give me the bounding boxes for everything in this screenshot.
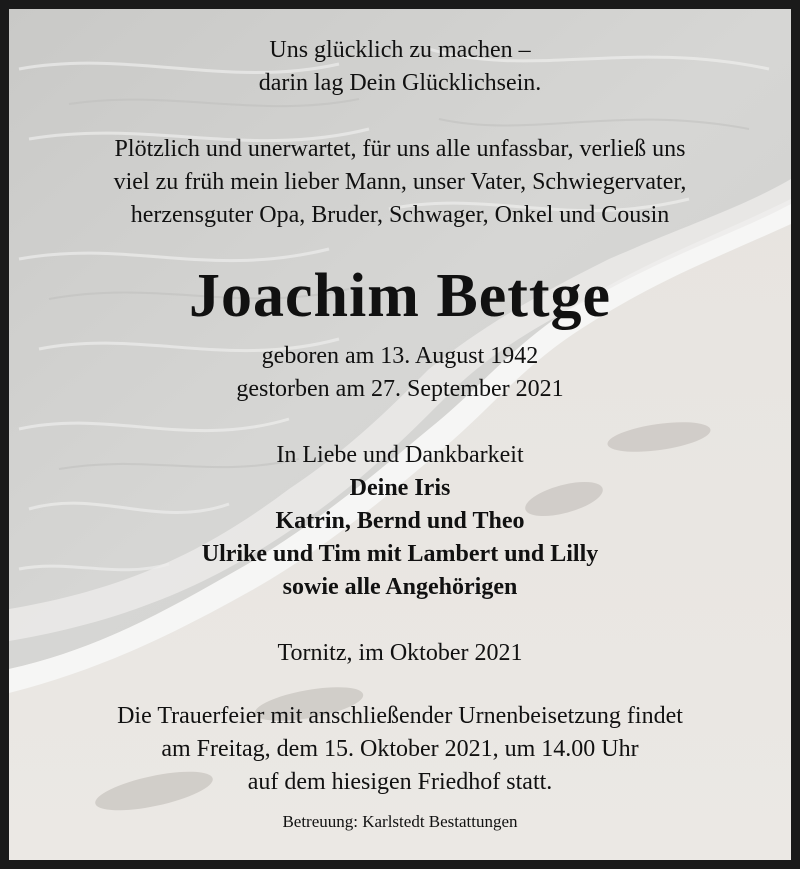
- mourners-intro: In Liebe und Dankbarkeit: [276, 442, 524, 468]
- death-date: gestorben am 27. September 2021: [236, 376, 564, 402]
- verse-line-2: darin lag Dein Glücklichsein.: [258, 70, 542, 96]
- place-and-date: Tornitz, im Oktober 2021: [277, 640, 523, 666]
- funeral-line-1: Die Trauerfeier mit anschließender Urnenbeisetzung findet: [117, 703, 683, 729]
- verse-line-1: Uns glücklich zu machen –: [269, 37, 531, 63]
- mourner-line-1: Deine Iris: [349, 475, 451, 501]
- birth-date: geboren am 13. August 1942: [261, 343, 539, 369]
- intro-line-1: Plötzlich und unerwartet, für uns alle unfassbar, verließ uns: [114, 136, 686, 162]
- deceased-name: Joachim Bettge: [188, 262, 612, 330]
- intro-line-3: herzensguter Opa, Bruder, Schwager, Onkel und Cousin: [130, 202, 670, 228]
- funeral-line-2: am Freitag, dem 15. Oktober 2021, um 14.00 Uhr: [161, 736, 639, 762]
- intro-line-2: viel zu früh mein lieber Mann, unser Vater, Schwiegervater,: [113, 169, 687, 195]
- undertaker-credit: Betreuung: Karlstedt Bestattungen: [282, 812, 518, 831]
- notice-text: [9, 9, 791, 860]
- mourner-line-3: Ulrike und Tim mit Lambert und Lilly: [201, 541, 599, 567]
- funeral-line-3: auf dem hiesigen Friedhof statt.: [247, 769, 553, 795]
- mourner-line-2: Katrin, Bernd und Theo: [275, 508, 525, 534]
- mourner-line-4: sowie alle Angehörigen: [282, 574, 518, 600]
